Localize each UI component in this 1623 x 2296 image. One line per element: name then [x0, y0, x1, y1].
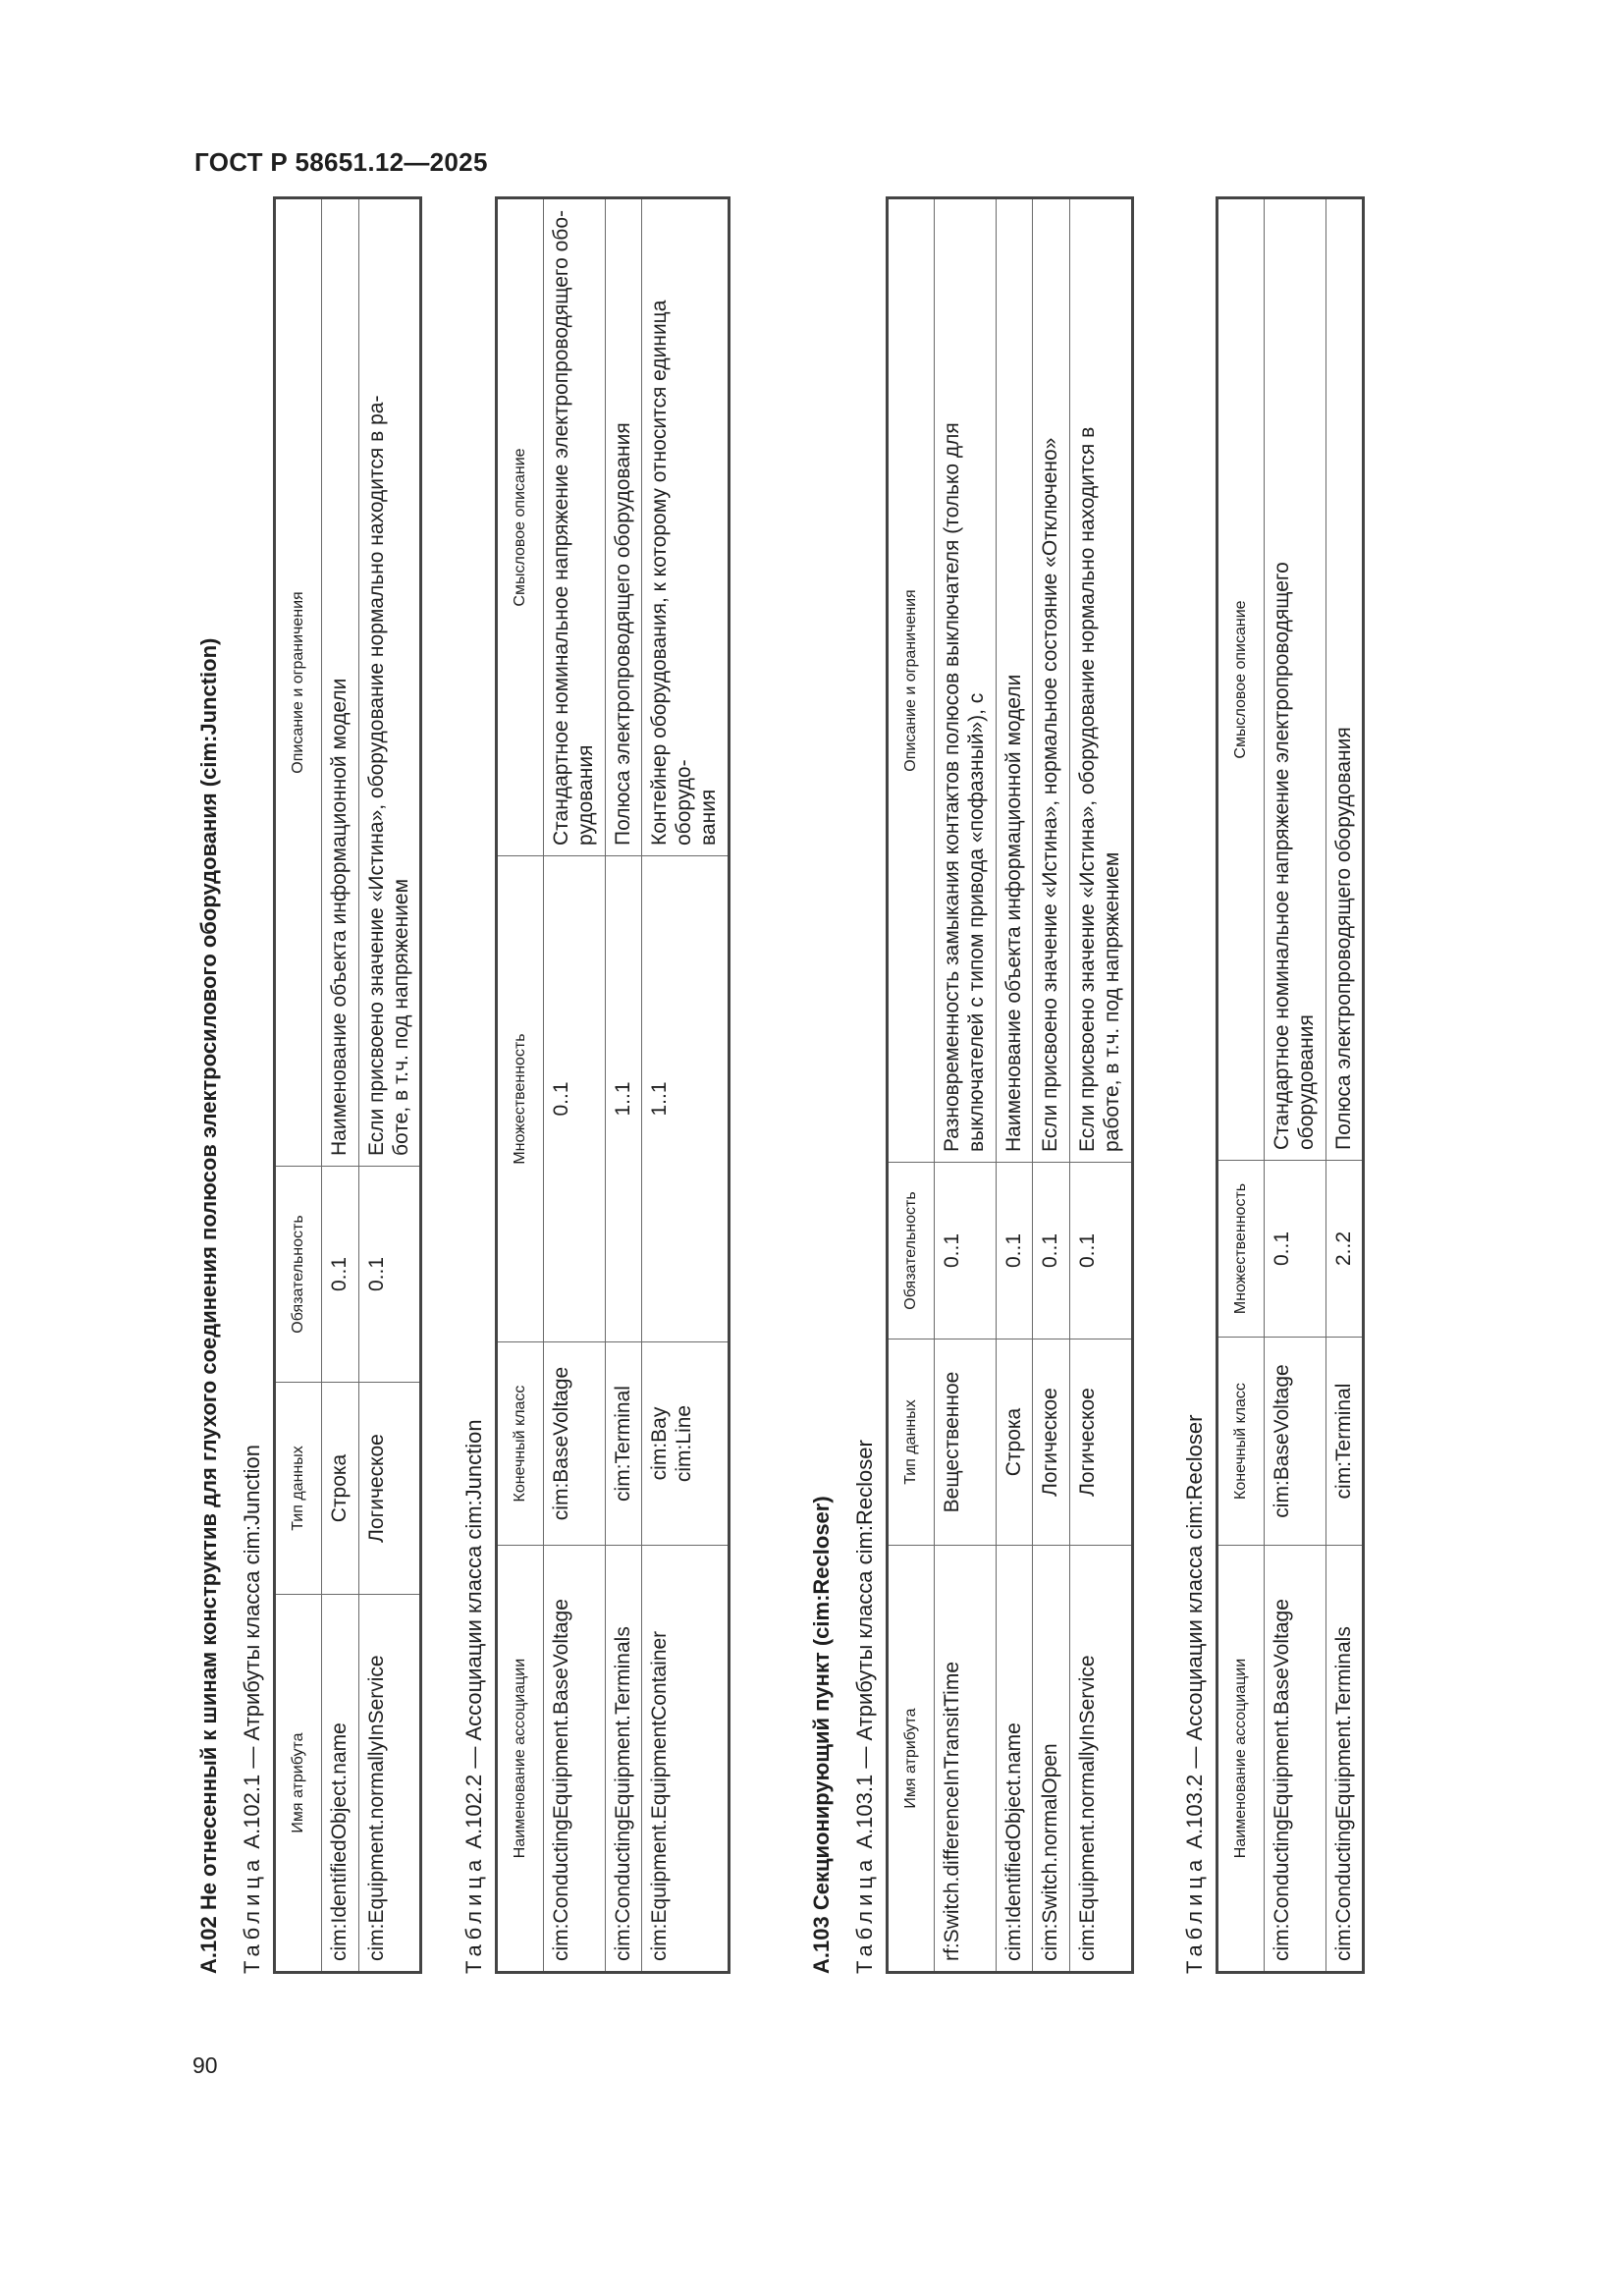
section-title-a103: А.103 Секционирующий пункт (cim:Recloser) — [809, 1496, 834, 1974]
table-row — [605, 198, 642, 1973]
table-row — [1265, 198, 1326, 1973]
page-number: 90 — [192, 2052, 218, 2078]
table-caption-a103-2 — [1182, 1415, 1208, 1974]
table-cell: Вещественное — [935, 1339, 997, 1546]
caption-text: А.103.1 — Атрибуты класса cim:Recloser — [852, 1440, 877, 1849]
table-cell: cim:Switch.normalOpen — [1033, 1546, 1070, 1973]
column-header: Описание и ограничения — [888, 198, 935, 1163]
table-cell: Если присвоено значение «Истина», оборудование нормально находится в работе, в т.ч. под напряжением — [1070, 198, 1133, 1163]
column-header: Тип данных — [275, 1383, 322, 1595]
column-header: Имя атрибута — [888, 1546, 935, 1973]
table-cell: Строка — [996, 1339, 1033, 1546]
table-row — [1070, 198, 1133, 1973]
column-header: Множественность — [497, 856, 544, 1342]
section-title-a102: А.102 Не отнесенный к шинам конструктив для глухого соединения полюсов электросилового оборудования (cim:Junction) — [196, 637, 221, 1974]
caption-text: А.103.2 — Ассоциации класса cim:Recloser — [1182, 1414, 1207, 1849]
table-cell: cim:ConductingEquipment.BaseVoltage — [544, 1546, 606, 1973]
table-cell: Стандартное номинальное напряжение электропроводящего оборудования — [1265, 198, 1326, 1161]
table-cell: 0..1 — [1033, 1163, 1070, 1339]
column-header: Смысловое описание — [497, 198, 544, 856]
column-header: Тип данных — [888, 1339, 935, 1546]
table-row — [544, 198, 606, 1973]
column-header: Конечный класс — [497, 1342, 544, 1546]
table-caption-a102-1 — [240, 1445, 265, 1974]
column-header: Имя атрибута — [275, 1595, 322, 1973]
table-cell: cim:Equipment.normallyInService — [1070, 1546, 1133, 1973]
table-cell: 0..1 — [996, 1163, 1033, 1339]
table-row — [1325, 198, 1364, 1973]
table-row — [996, 198, 1033, 1973]
table-cell: cim:Bay cim:Line — [642, 1342, 729, 1546]
table-cell: rf:Switch.differenceInTransitTime — [935, 1546, 997, 1973]
table-header-row — [888, 198, 935, 1973]
column-header: Конечный класс — [1217, 1338, 1265, 1546]
table-a102-2 — [495, 196, 730, 1974]
table-cell: 0..1 — [1070, 1163, 1133, 1339]
table-cell: Контейнер оборудования, к которому относится единица оборудо- вания — [642, 198, 729, 856]
table-cell: Наименование объекта информационной модели — [322, 198, 359, 1167]
table-cell: cim:Equipment.EquipmentContainer — [642, 1546, 729, 1973]
column-header: Наименование ассоциации — [497, 1546, 544, 1973]
table-cell: 0..1 — [935, 1163, 997, 1339]
table-cell: cim:BaseVoltage — [1265, 1338, 1326, 1546]
table-cell: Если присвоено значение «Истина», нормальное состояние «Отключено» — [1033, 198, 1070, 1163]
column-header: Смысловое описание — [1217, 198, 1265, 1161]
table-cell: Полюса электропроводящего оборудования — [1325, 198, 1364, 1161]
table-cell: Наименование объекта информационной модели — [996, 198, 1033, 1163]
table-cell: cim:ConductingEquipment.Terminals — [1325, 1546, 1364, 1973]
table-cell: 0..1 — [544, 856, 606, 1342]
table-caption-a102-2 — [461, 1419, 487, 1974]
column-header: Описание и ограничения — [275, 198, 322, 1167]
table-cell: 0..1 — [1265, 1161, 1326, 1338]
table-cell: cim:BaseVoltage — [544, 1342, 606, 1546]
caption-word: Таблица — [240, 1854, 264, 1974]
table-row — [935, 198, 997, 1973]
table-cell: Если присвоено значение «Истина», оборудование нормально находится в ра- боте, в т.ч. под напряжением — [358, 198, 421, 1167]
caption-word: Таблица — [1182, 1854, 1207, 1974]
table-row — [358, 198, 421, 1973]
table-cell: 2..2 — [1325, 1161, 1364, 1338]
table-cell: cim:Terminal — [1325, 1338, 1364, 1546]
table-row — [322, 198, 359, 1973]
table-header-row — [275, 198, 322, 1973]
table-a102-1 — [273, 196, 422, 1974]
table-cell: Логическое — [1033, 1339, 1070, 1546]
table-cell: cim:Equipment.normallyInService — [358, 1595, 421, 1973]
table-a103-2 — [1216, 196, 1365, 1974]
table-cell: Строка — [322, 1383, 359, 1595]
table-cell: Логическое — [1070, 1339, 1133, 1546]
column-header: Наименование ассоциации — [1217, 1546, 1265, 1973]
table-cell: cim:IdentifiedObject.name — [322, 1595, 359, 1973]
table-cell: Стандартное номинальное напряжение электропроводящего обо- рудования — [544, 198, 606, 856]
document-header: ГОСТ Р 58651.12—2025 — [194, 147, 488, 177]
column-header: Обязательность — [275, 1167, 322, 1383]
caption-word: Таблица — [461, 1854, 486, 1974]
table-cell: Полюса электропроводящего оборудования — [605, 198, 642, 856]
caption-text: А.102.2 — Ассоциации класса cim:Junction — [461, 1419, 486, 1849]
table-cell: 0..1 — [358, 1167, 421, 1383]
table-a103-1 — [886, 196, 1134, 1974]
table-header-row — [497, 198, 544, 1973]
column-header: Множественность — [1217, 1161, 1265, 1338]
caption-text: А.102.1 — Атрибуты класса cim:Junction — [240, 1445, 264, 1849]
table-header-row — [1217, 198, 1265, 1973]
table-cell: 1..1 — [605, 856, 642, 1342]
table-cell: Логическое — [358, 1383, 421, 1595]
table-cell: cim:ConductingEquipment.BaseVoltage — [1265, 1546, 1326, 1973]
table-row — [642, 198, 729, 1973]
table-cell: cim:ConductingEquipment.Terminals — [605, 1546, 642, 1973]
table-cell: cim:Terminal — [605, 1342, 642, 1546]
table-caption-a103-1 — [852, 1440, 878, 1974]
column-header: Обязательность — [888, 1163, 935, 1339]
table-cell: 1..1 — [642, 856, 729, 1342]
table-cell: 0..1 — [322, 1167, 359, 1383]
table-row — [1033, 198, 1070, 1973]
caption-word: Таблица — [852, 1854, 877, 1974]
table-cell: Разновременность замыкания контактов полюсов выключателя (только для выключателей с типом привода «пофазный»), с — [935, 198, 997, 1163]
rotated-content — [196, 177, 1492, 2043]
table-cell: cim:IdentifiedObject.name — [996, 1546, 1033, 1973]
